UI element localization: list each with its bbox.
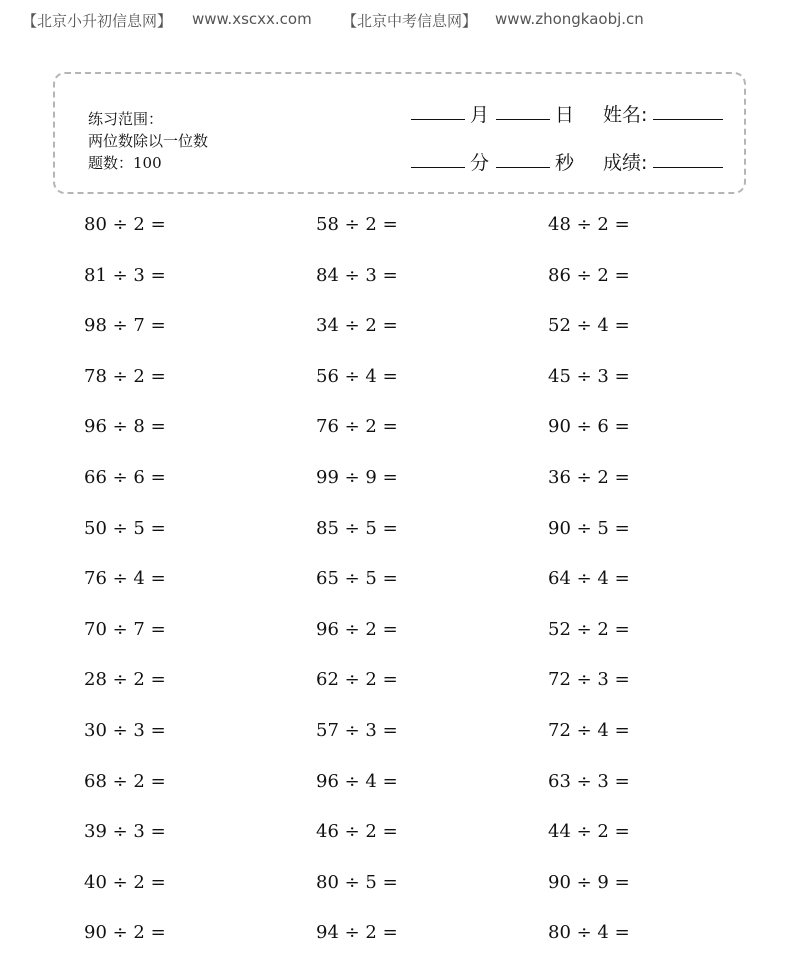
problem-item: 36 ÷ 2 = bbox=[548, 467, 630, 488]
problem-item: 64 ÷ 4 = bbox=[548, 568, 630, 590]
question-count: 题数：100 bbox=[88, 154, 162, 172]
scope-value: 两位数除以一位数 bbox=[88, 132, 209, 150]
problem-item: 52 ÷ 2 = bbox=[548, 618, 630, 640]
day-label: 日 bbox=[555, 104, 575, 126]
problem-item: 68 ÷ 2 = bbox=[84, 770, 166, 792]
problem-item: 90 ÷ 5 = bbox=[548, 517, 630, 539]
problem-item: 52 ÷ 4 = bbox=[548, 315, 630, 337]
site1-name: 【北京小升初信息网】 bbox=[22, 12, 173, 30]
second-label: 秒 bbox=[555, 152, 575, 174]
problem-item: 78 ÷ 2 = bbox=[84, 365, 166, 387]
score-label: 成绩: bbox=[603, 152, 648, 174]
problem-item: 44 ÷ 2 = bbox=[548, 821, 630, 843]
problem-item: 85 ÷ 5 = bbox=[316, 517, 398, 539]
problem-item: 40 ÷ 2 = bbox=[84, 871, 166, 893]
problem-item: 76 ÷ 4 = bbox=[84, 568, 166, 590]
site2-name: 【北京中考信息网】 bbox=[342, 12, 478, 30]
problem-item: 90 ÷ 2 = bbox=[84, 922, 166, 944]
problem-item: 80 ÷ 5 = bbox=[316, 871, 398, 893]
problem-item: 63 ÷ 3 = bbox=[548, 770, 630, 792]
problem-item: 48 ÷ 2 = bbox=[548, 214, 630, 235]
problem-item: 90 ÷ 6 = bbox=[548, 416, 630, 438]
problem-item: 28 ÷ 2 = bbox=[84, 669, 166, 691]
problem-item: 57 ÷ 3 = bbox=[316, 720, 398, 741]
problem-item: 76 ÷ 2 = bbox=[316, 416, 398, 438]
site2-url[interactable]: www.zhongkaobj.cn bbox=[495, 10, 644, 28]
problem-item: 62 ÷ 2 = bbox=[316, 669, 398, 691]
problem-item: 56 ÷ 4 = bbox=[316, 365, 398, 387]
name-label: 姓名: bbox=[603, 104, 648, 126]
problem-item: 86 ÷ 2 = bbox=[548, 264, 630, 286]
problem-item: 65 ÷ 5 = bbox=[316, 568, 398, 590]
problem-item: 90 ÷ 9 = bbox=[548, 871, 630, 893]
problem-item: 72 ÷ 4 = bbox=[548, 720, 630, 741]
problem-item: 80 ÷ 2 = bbox=[84, 214, 166, 235]
problem-item: 80 ÷ 4 = bbox=[548, 922, 630, 944]
problem-item: 66 ÷ 6 = bbox=[84, 467, 166, 488]
problem-item: 45 ÷ 3 = bbox=[548, 365, 630, 387]
problem-item: 70 ÷ 7 = bbox=[84, 618, 166, 640]
problem-item: 94 ÷ 2 = bbox=[316, 922, 398, 944]
problem-item: 81 ÷ 3 = bbox=[84, 264, 166, 286]
site1-url[interactable]: www.xscxx.com bbox=[192, 10, 312, 28]
problem-item: 96 ÷ 2 = bbox=[316, 618, 398, 640]
problem-item: 39 ÷ 3 = bbox=[84, 821, 166, 843]
minute-label: 分 bbox=[470, 152, 490, 174]
month-label: 月 bbox=[470, 104, 490, 126]
problem-item: 99 ÷ 9 = bbox=[316, 467, 398, 488]
problem-item: 50 ÷ 5 = bbox=[84, 517, 166, 539]
problem-item: 34 ÷ 2 = bbox=[316, 315, 398, 337]
problem-item: 30 ÷ 3 = bbox=[84, 720, 166, 741]
problem-item: 72 ÷ 3 = bbox=[548, 669, 630, 691]
problem-item: 96 ÷ 4 = bbox=[316, 770, 398, 792]
problem-item: 46 ÷ 2 = bbox=[316, 821, 398, 843]
problem-item: 96 ÷ 8 = bbox=[84, 416, 166, 438]
problem-item: 84 ÷ 3 = bbox=[316, 264, 398, 286]
scope-label: 练习范围： bbox=[88, 110, 164, 128]
problem-item: 58 ÷ 2 = bbox=[316, 214, 398, 235]
problem-item: 98 ÷ 7 = bbox=[84, 315, 166, 337]
